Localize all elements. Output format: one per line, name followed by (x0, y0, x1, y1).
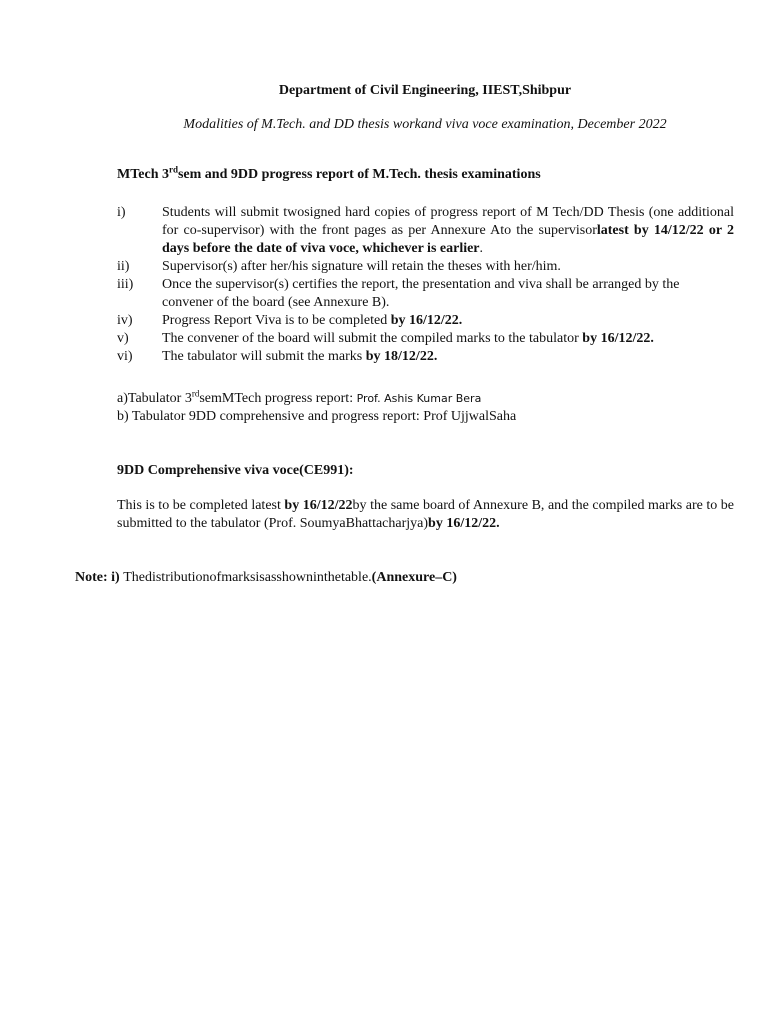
page-title: Department of Civil Engineering, IIEST,Shibpur (278, 83, 572, 98)
list-item-number: i) (117, 205, 126, 220)
list-item-text: Supervisor(s) after her/his signature will retain the theses with her/him. (162, 259, 561, 274)
list-item-number: iv) (117, 313, 133, 328)
note-line (75, 569, 457, 587)
heading-superscript: rd (168, 164, 178, 175)
list-item (117, 204, 734, 258)
list-item-text: The tabulator will submit the marks by 18/12/22. (162, 349, 438, 364)
list-item-number: v) (117, 331, 129, 346)
heading-text-rest: sem and 9DD progress report of M.Tech. thesis examinations (177, 167, 541, 182)
note-reference: (Annexure–C) (371, 570, 457, 585)
tabulator-a: a)Tabulator 3rdsemMTech progress report: Prof. Ashis Kumar Bera (117, 388, 482, 406)
list-item-text: Students will submit twosigned hard copies of progress report of M Tech/DD Thesis (one additional for co-supervisor) with the front pages as per Annexure Ato the supervisorlatest by 14/12/22 or 2 days before the date of viva voce, whichever is earlier. (162, 205, 734, 256)
list-item-number: iii) (117, 277, 134, 292)
section-heading-progress (117, 166, 541, 184)
note-text: Thedistributionofmarksisasshowninthetable. (123, 570, 372, 585)
page-subtitle: Modalities of M.Tech. and DD thesis workand viva voce examination, December 2022 (183, 117, 667, 132)
heading-text: MTech 3 (117, 167, 169, 182)
section-heading-comprehensive: 9DD Comprehensive viva voce(CE991): (117, 463, 354, 478)
instruction-list (117, 204, 734, 366)
comprehensive-paragraph: This is to be completed latest by 16/12/22by the same board of Annexure B, and the compiled marks are to be submitted to the tabulator (Prof. SoumyaBhattacharjya)by 16/12/22. (117, 498, 735, 531)
list-item (117, 276, 734, 312)
list-item-text: Progress Report Viva is to be completed by 16/12/22. (162, 313, 463, 328)
note-label: Note: i) (75, 570, 124, 585)
list-item-number: ii) (117, 259, 130, 274)
list-item-text: The convener of the board will submit the compiled marks to the tabulator by 16/12/22. (162, 331, 654, 346)
tabulator-b: b) Tabulator 9DD comprehensive and progress report: Prof UjjwalSaha (117, 409, 517, 424)
list-item (117, 258, 734, 276)
tabulator-superscript: rd (191, 388, 200, 399)
list-item-text: Once the supervisor(s) certifies the report, the presentation and viva shall be arranged by the convener of the board (see Annexure B). (162, 277, 680, 310)
list-item-number: vi) (117, 349, 133, 364)
list-item (117, 312, 734, 330)
list-item (117, 330, 734, 348)
list-item (117, 348, 734, 366)
tabulator-a-name: Prof. Ashis Kumar Bera (356, 392, 482, 405)
